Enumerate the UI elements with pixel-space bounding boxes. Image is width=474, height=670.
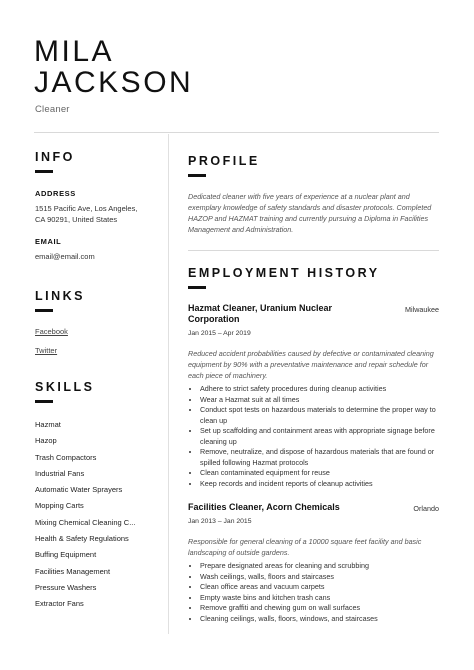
section-divider bbox=[188, 250, 439, 251]
job-duties bbox=[188, 384, 439, 489]
job-dates: Jan 2015 – Apr 2019 bbox=[188, 330, 251, 337]
twitter-link[interactable]: Twitter bbox=[35, 346, 58, 355]
job-role: Cleaner bbox=[35, 104, 70, 115]
job-dates: Jan 2013 – Jan 2015 bbox=[188, 518, 252, 525]
address-line-1: 1515 Pacific Ave, Los Angeles, bbox=[35, 204, 138, 213]
address-value bbox=[35, 203, 157, 225]
skills-list bbox=[35, 417, 157, 613]
left-column bbox=[35, 150, 157, 613]
duty-item: • Wash ceilings, walls, floors and staircases bbox=[200, 572, 439, 583]
skill-item: Facilities Management bbox=[35, 566, 111, 576]
email-value[interactable]: email@email.com bbox=[35, 252, 95, 261]
info-heading: INFO bbox=[35, 150, 75, 164]
duty-item: • Set up scaffolding and containment areas with appropriate signage before cleaning up bbox=[200, 426, 439, 447]
address-line-2: CA 90291, United States bbox=[35, 215, 118, 224]
email-label: EMAIL bbox=[35, 237, 62, 246]
heading-underline bbox=[35, 400, 53, 403]
skill-item: Trash Compactors bbox=[35, 452, 97, 462]
skill-item: Buffing Equipment bbox=[35, 550, 97, 560]
job-location: Orlando bbox=[413, 504, 439, 513]
heading-underline bbox=[188, 286, 206, 289]
job-entry bbox=[188, 303, 439, 489]
job-title: Hazmat Cleaner, Uranium Nuclear Corporation bbox=[188, 303, 333, 324]
address-label: ADDRESS bbox=[35, 189, 76, 198]
heading-underline bbox=[35, 309, 53, 312]
skill-item: Extractor Fans bbox=[35, 599, 84, 609]
skill-item: Automatic Water Sprayers bbox=[35, 485, 123, 495]
duty-item: • Cleaning ceilings, walls, floors, windows, and staircases bbox=[200, 614, 439, 625]
employment-section bbox=[188, 266, 439, 624]
skill-item: Hazop bbox=[35, 436, 57, 446]
facebook-link[interactable]: Facebook bbox=[35, 327, 68, 336]
employment-heading: EMPLOYMENT HISTORY bbox=[188, 266, 380, 280]
right-column bbox=[188, 154, 439, 624]
skill-item: Mopping Carts bbox=[35, 501, 84, 511]
skills-heading: SKILLS bbox=[35, 380, 95, 394]
profile-heading: PROFILE bbox=[188, 154, 260, 168]
candidate-name bbox=[34, 36, 193, 98]
links-heading: LINKS bbox=[35, 289, 85, 303]
skill-item: Pressure Washers bbox=[35, 582, 97, 592]
info-section bbox=[35, 150, 157, 262]
duty-item: • Clean contaminated equipment for reuse bbox=[200, 468, 439, 479]
duty-item: • Clean office areas and vacuum carpets bbox=[200, 582, 439, 593]
skill-item: Industrial Fans bbox=[35, 468, 85, 478]
duty-item: • Empty waste bins and kitchen trash cans bbox=[200, 593, 439, 604]
skill-item: Mixing Chemical Cleaning C... bbox=[35, 517, 136, 527]
job-entry bbox=[188, 502, 439, 624]
duty-item: • Wear a Hazmat suit at all times bbox=[200, 395, 439, 406]
duty-item: • Prepare designated areas for cleaning and scrubbing bbox=[200, 561, 439, 572]
column-divider bbox=[168, 134, 169, 634]
first-name: MILA bbox=[34, 35, 115, 68]
job-header bbox=[188, 502, 439, 513]
duty-item: • Keep records and incident reports of cleanup activities bbox=[200, 479, 439, 490]
profile-summary: Dedicated cleaner with five years of experience at a nuclear plant and exemplary knowledge of safety standards and disaster protocols. Completed HAZOP and HAZMAT training and currently pursuing a Diploma in Facilities Management and Administration. bbox=[188, 192, 432, 234]
job-summary: Responsible for general cleaning of a 10000 square feet facility and basic landscaping of outside gardens. bbox=[188, 537, 422, 557]
job-header bbox=[188, 303, 439, 325]
job-location: Milwaukee bbox=[405, 305, 439, 314]
job-summary: Reduced accident probabilities caused by defective or contaminated cleaning equipment by 90% with a preventative maintenance and repair schedule for each piece of machinery. bbox=[188, 349, 434, 380]
heading-underline bbox=[35, 170, 53, 173]
job-title: Facilities Cleaner, Acorn Chemicals bbox=[188, 502, 340, 512]
duty-item: • Remove graffiti and chewing gum on wall surfaces bbox=[200, 603, 439, 614]
links-section bbox=[35, 289, 157, 355]
last-name: JACKSON bbox=[34, 66, 194, 99]
heading-underline bbox=[188, 174, 206, 177]
header-divider bbox=[34, 132, 439, 133]
job-duties bbox=[188, 561, 439, 624]
duty-item: • Conduct spot tests on hazardous materials to determine the proper way to clean up bbox=[200, 405, 439, 426]
duty-item: • Adhere to strict safety procedures during cleanup activities bbox=[200, 384, 439, 395]
skill-item: Hazmat bbox=[35, 420, 61, 429]
skills-section bbox=[35, 380, 157, 613]
duty-item: • Remove, neutralize, and dispose of hazardous materials that are found or spilled following Hazmat protocols bbox=[200, 447, 439, 468]
profile-section bbox=[188, 154, 439, 235]
skill-item: Health & Safety Regulations bbox=[35, 534, 129, 544]
